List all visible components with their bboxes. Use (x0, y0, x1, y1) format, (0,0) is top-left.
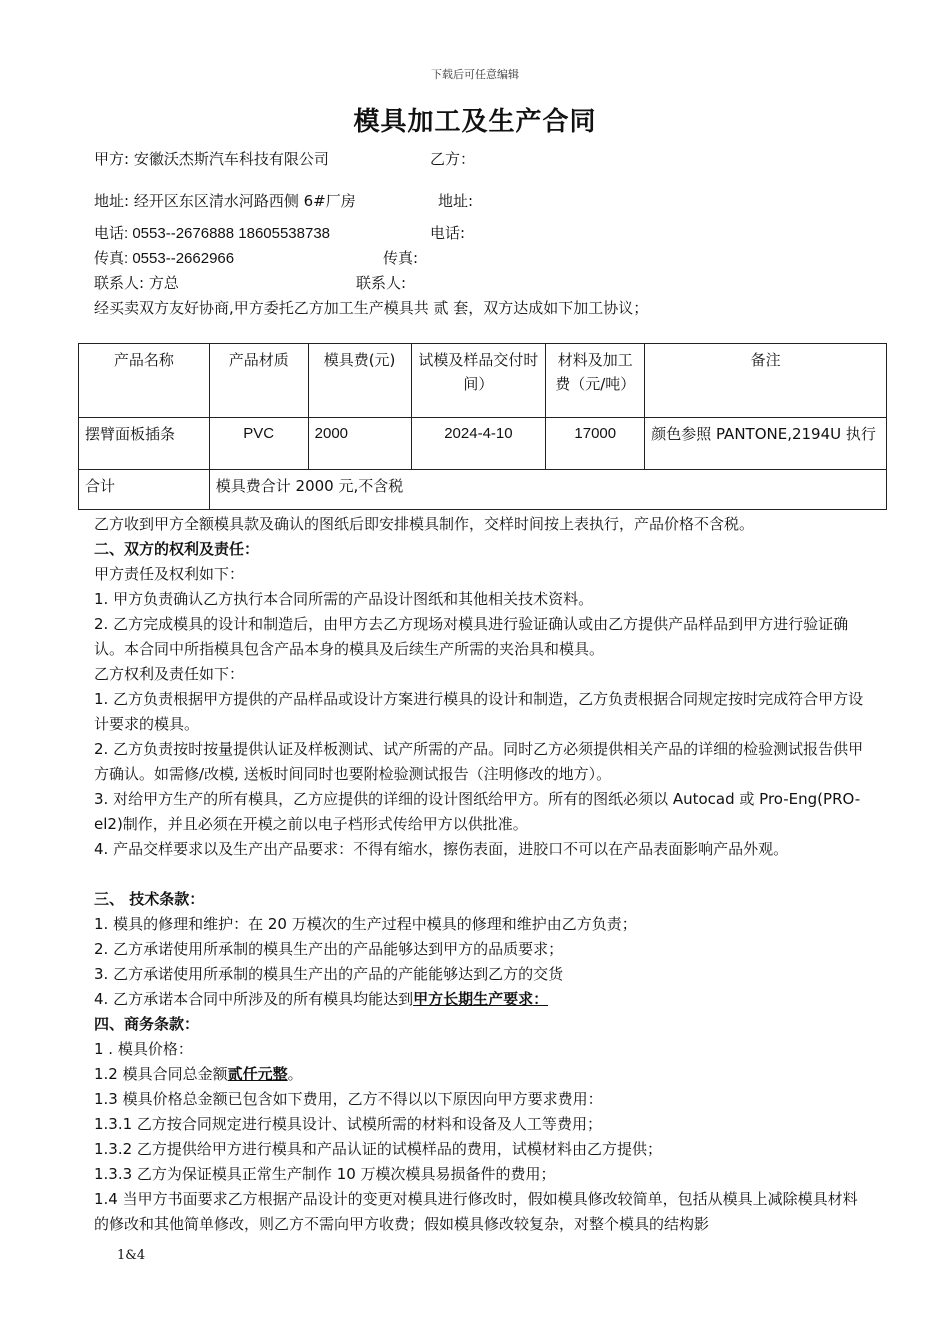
table-header: 试模及样品交付时间） (411, 344, 546, 418)
clause-text: 1. 模具的修理和维护：在 20 万模次的生产过程中模具的修理和维护由乙方负责； (94, 915, 637, 933)
underlined-term: 甲方长期生产要求： (413, 990, 549, 1008)
table-header: 备注 (645, 344, 887, 418)
party-b-duties-title: 乙方权利及责任如下： (94, 665, 245, 683)
table-header: 材料及加工费（元/吨） (546, 344, 645, 418)
party-b: 乙方： (430, 150, 476, 168)
fax-a: 传真: 0553--2662966 (94, 250, 235, 267)
clause-prefix: 1.2 模具合同总金额 (94, 1065, 228, 1083)
table-cell: 2000 (308, 418, 411, 470)
clause-text: 1. 甲方负责确认乙方执行本合同所需的产品设计图纸和其他相关技术资料。 (94, 590, 594, 608)
table-cell: PVC (209, 418, 308, 470)
clause-text (94, 1062, 869, 1087)
clause-text: 2. 乙方完成模具的设计和制造后，由甲方去乙方现场对模具进行验证确认或由乙方提供产品样品到甲方进行验证确认。本合同中所指模具包含产品本身的模具及后续生产所需的夹治具和模具。 (94, 615, 849, 658)
section-3-title: 三、 技术条款： (94, 890, 205, 908)
party-a: 甲方: 安徽沃杰斯汽车科技有限公司 (94, 150, 329, 168)
table-header: 模具费(元) (308, 344, 411, 418)
header-note: 下载后可任意编辑 (431, 68, 519, 81)
after-table-text: 乙方收到甲方全额模具款及确认的图纸后即安排模具制作，交样时间按上表执行，产品价格不含税。 (94, 515, 755, 533)
clause-text: 2. 乙方负责按时按量提供认证及样板测试、试产所需的产品。同时乙方必须提供相关产品的详细的检验测试报告供甲方确认。如需修/改模, 送板时间同时也要附检验测试报告（注明修改的地方）。 (94, 740, 864, 783)
clause-text: 4. 产品交样要求以及生产出产品要求：不得有缩水，擦伤表面，进胶口不可以在产品表面影响产品外观。 (94, 840, 789, 858)
table-header-row (79, 344, 887, 418)
table-cell: 摆臂面板插条 (79, 418, 210, 470)
contract-title: 模具加工及生产合同 (353, 107, 597, 137)
clause-text: 1.3.3 乙方为保证模具正常生产制作 10 万模次模具易损备件的费用； (94, 1165, 556, 1183)
contact-a: 联系人: 方总 (94, 274, 179, 292)
page-number: 1&4 (117, 1248, 146, 1263)
clause-text: 1.4 当甲方书面要求乙方根据产品设计的变更对模具进行修改时，假如模具修改较简单，包括从模具上减除模具材料的修改和其他简单修改，则乙方不需向甲方收费；假如模具修改较复杂，对整个模具的结构影 (94, 1190, 858, 1233)
table-cell: 2024-4-10 (411, 418, 546, 470)
clause-text: 3. 乙方承诺使用所承制的模具生产出的产品的产能能够达到乙方的交货 (94, 965, 564, 983)
clause-text: 3. 对给甲方生产的所有模具，乙方应提供的详细的设计图纸给甲方。所有的图纸必须以 Autocad 或 Pro-Eng(PRO-el2)制作，并且必须在开模之前以电子档形式传给甲方以供批准。 (94, 790, 861, 833)
section-4-title: 四、商务条款： (94, 1015, 200, 1033)
clause-text: 1.3 模具价格总金额已包含如下费用，乙方不得以以下原因向甲方要求费用： (94, 1090, 603, 1108)
fax-b: 传真: (383, 249, 419, 267)
clause-text: 1. 乙方负责根据甲方提供的产品样品或设计方案进行模具的设计和制造，乙方负责根据合同规定按时完成符合甲方设计要求的模具。 (94, 690, 864, 733)
underlined-amount: 贰仟元整 (227, 1065, 288, 1083)
table-cell: 17000 (546, 418, 645, 470)
section-2-title: 二、双方的权利及责任： (94, 540, 260, 558)
party-a-duties-title: 甲方责任及权利如下： (94, 565, 245, 583)
table-row (79, 418, 887, 470)
clause-text: 1.3.2 乙方提供给甲方进行模具和产品认证的试模样品的费用，试模材料由乙方提供； (94, 1140, 662, 1158)
table-cell: 颜色参照 PANTONE,2194U 执行 (645, 418, 887, 470)
address-b: 地址: (438, 192, 474, 210)
clause-text (94, 987, 869, 1012)
clause-text: 1.3.1 乙方按合同规定进行模具设计、试模所需的材料和设备及人工等费用； (94, 1115, 602, 1133)
table-total-row (79, 470, 887, 510)
intro-text: 经买卖双方友好协商,甲方委托乙方加工生产模具共 贰 套，双方达成如下加工协议； (94, 299, 649, 317)
product-table (78, 343, 887, 510)
clause-prefix: 4. 乙方承诺本合同中所涉及的所有模具均能达到 (94, 990, 414, 1008)
table-header: 产品名称 (79, 344, 210, 418)
phone-b: 电话: (430, 224, 466, 242)
address-a: 地址: 经开区东区清水河路西侧 6#厂房 (94, 192, 356, 210)
total-label: 合计 (79, 470, 210, 510)
clause-suffix: 。 (287, 1065, 303, 1083)
phone-a: 电话: 0553--2676888 18605538738 (94, 225, 331, 242)
clause-text: 1 . 模具价格： (94, 1040, 193, 1058)
table-header: 产品材质 (209, 344, 308, 418)
total-value: 模具费合计 2000 元,不含税 (209, 470, 886, 510)
clause-text: 2. 乙方承诺使用所承制的模具生产出的产品能够达到甲方的品质要求； (94, 940, 564, 958)
contact-b: 联系人: (356, 274, 407, 292)
